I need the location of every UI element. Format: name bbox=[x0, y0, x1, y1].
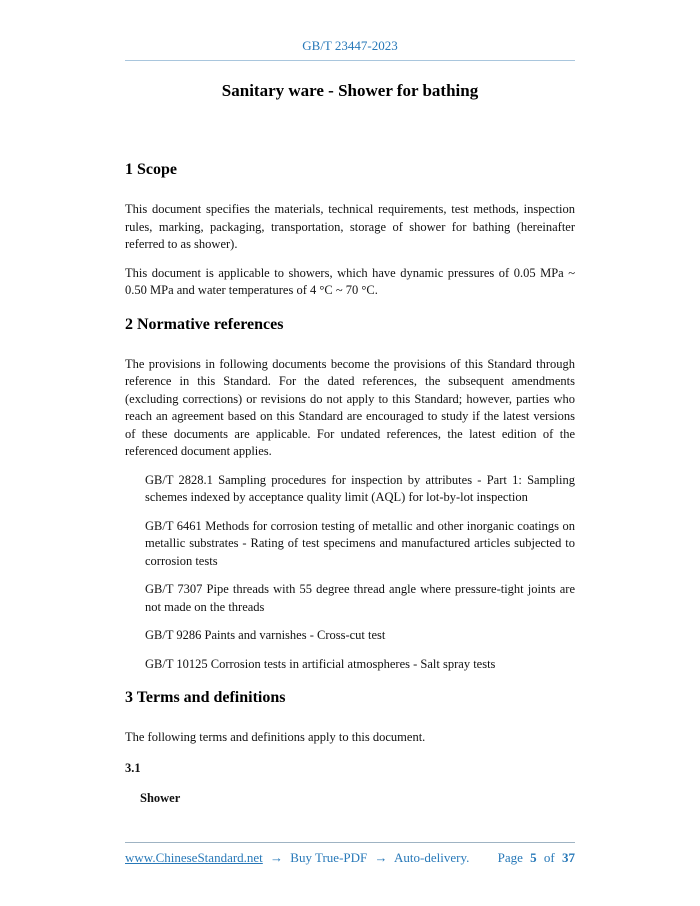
of-label: of bbox=[543, 850, 555, 865]
reference-list bbox=[125, 472, 575, 674]
header-divider bbox=[125, 60, 575, 61]
reference-item: GB/T 2828.1 Sampling procedures for inspection by attributes - Part 1: Sampling schemes indexed by acceptance quality limit (AQL) for lot-by-lot inspection bbox=[145, 472, 575, 504]
page-indicator bbox=[494, 850, 575, 866]
page-header bbox=[0, 0, 700, 54]
section-normative-references bbox=[125, 316, 575, 674]
page-total: 37 bbox=[562, 850, 575, 865]
document-title: Sanitary ware - Shower for bathing bbox=[221, 81, 479, 100]
document-body bbox=[0, 161, 700, 808]
right-arrow-icon: → bbox=[270, 850, 284, 865]
footer-row bbox=[125, 843, 575, 866]
website-link[interactable]: www.ChineseStandard.net bbox=[125, 850, 263, 865]
reference-item: GB/T 10125 Corrosion tests in artificial atmospheres - Salt spray tests bbox=[145, 656, 496, 671]
page-current: 5 bbox=[530, 850, 537, 865]
footer-branding bbox=[125, 850, 469, 866]
page-footer bbox=[125, 842, 575, 866]
paragraph: This document is applicable to showers, which have dynamic pressures of 0.05 MPa ~ 0.50 MPa and water temperatures of 4 °C ~ 70 °C. bbox=[125, 265, 575, 297]
section-heading-normative-references: 2 Normative references bbox=[125, 315, 284, 333]
footer-delivery-text: Auto-delivery. bbox=[394, 850, 470, 865]
section-heading-terms-definitions: 3 Terms and definitions bbox=[125, 689, 286, 706]
term-number: 3.1 bbox=[125, 760, 141, 775]
section-heading-scope: 1 Scope bbox=[125, 161, 177, 178]
section-scope bbox=[125, 161, 575, 300]
paragraph: This document specifies the materials, technical requirements, test methods, inspection rules, marking, packaging, transportation, storage of shower for bathing (hereinafter referred to as shower). bbox=[125, 202, 575, 251]
section-terms-definitions bbox=[125, 689, 575, 808]
reference-item: GB/T 9286 Paints and varnishes - Cross-cut test bbox=[145, 628, 386, 642]
page-label: Page bbox=[497, 850, 523, 865]
standard-code: GB/T 23447-2023 bbox=[302, 38, 398, 53]
reference-item: GB/T 7307 Pipe threads with 55 degree thread angle where pressure-tight joints are not made on the threads bbox=[145, 582, 575, 614]
reference-item: GB/T 6461 Methods for corrosion testing of metallic and other inorganic coatings on metallic substrates - Rating of test specimens and manufactured articles subjected to corrosion tests bbox=[145, 518, 575, 568]
right-arrow-icon: → bbox=[374, 850, 388, 865]
paragraph: The following terms and definitions apply to this document. bbox=[125, 730, 426, 744]
term-name: Shower bbox=[140, 791, 181, 805]
paragraph: The provisions in following documents become the provisions of this Standard through reference in this Standard. For the dated references, the subsequent amendments (excluding corrections) or revisions do not apply to this Standard; however, parties who reach an agreement based on this Standard are encouraged to study if the latest versions of these documents are applicable. For undated references, the latest edition of the referenced document applies. bbox=[125, 356, 575, 458]
footer-buy-text: Buy True-PDF bbox=[290, 850, 368, 865]
